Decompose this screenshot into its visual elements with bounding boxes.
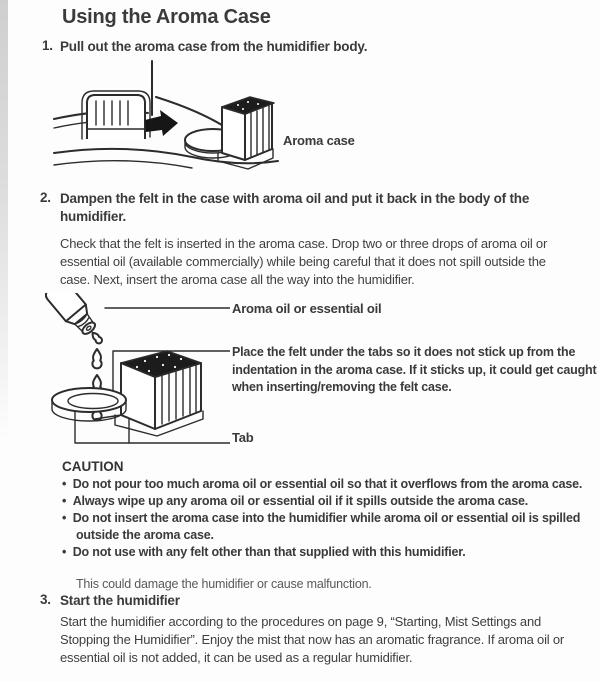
caution-heading: CAUTION [62,459,124,474]
caution-item: • Always wipe up any aroma oil or essential oil if it spills outside the aroma case. [62,493,590,510]
oil-bottle [45,293,111,351]
oil-bottle-illustration [45,293,230,463]
step3-heading: Start the humidifier [60,593,180,608]
step1-heading: Pull out the aroma case from the humidifier body. [60,39,368,54]
caution-note: This could damage the humidifier or cause malfunction. [76,577,372,591]
caution-list [62,476,590,561]
caution-item: • Do not use with any felt other than that supplied with this humidifier. [62,544,590,561]
step1-number: 1. [42,38,53,53]
figure2-oil-label: Aroma oil or essential oil [232,301,382,316]
step3-body: Start the humidifier according to the procedures on page 9, “Starting, Mist Settings and Stopping the Humidifier”. Enjoy the mist that now has an aromatic fragrance. If aroma oil or essential oil is not added, it can be used as a regular humidifier. [60,614,565,665]
figure-aroma-case-removal [52,57,282,183]
step2-heading: Dampen the felt in the case with aroma oil and put it back in the body of the humidifier. [60,191,530,224]
caution-item: • Do not insert the aroma case into the humidifier while aroma oil or essential oil is spilled outside the aroma case. [62,510,590,544]
step2-body: Check that the felt is inserted in the aroma case. Drop two or three drops of aroma oil or essential oil (available commercially) while being careful that it does not spill outside the case. Next, insert the aroma case all the way into the humidifier. [60,236,548,287]
figure-oil-dropping [45,293,230,463]
caution-item: • Do not pour too much aroma oil or essential oil so that it overflows from the aroma case. [62,476,590,493]
page-title: Using the Aroma Case [62,6,271,28]
humidifier-body-illustration [52,57,282,183]
step2-number: 2. [40,190,51,205]
figure2-tab-label: Tab [232,430,254,445]
step3-number: 3. [40,592,51,607]
figure2-felt-note: Place the felt under the tabs so it does not stick up from the indentation in the aroma case. If it sticks up, it could get caught when inserting/removing the felt case. [232,345,597,394]
figure1-aroma-case-label: Aroma case [283,133,355,148]
scan-edge-shadow [0,0,8,440]
